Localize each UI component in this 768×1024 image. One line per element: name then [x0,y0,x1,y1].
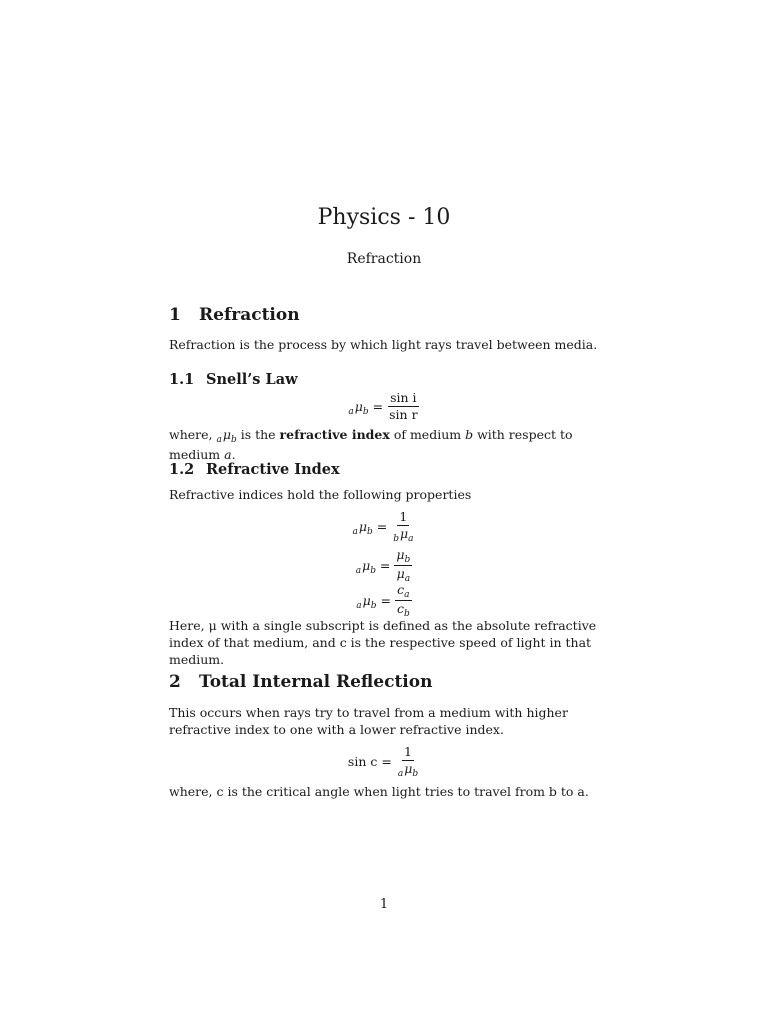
snells-law-explanation: where, $_a\mu_b$ is the refractive index of medium b with respect to medium a. [169,427,573,462]
subsection-title: Snell’s Law [206,371,298,388]
section-title: Total Internal Reflection [199,672,433,692]
section-number: 1 [169,305,181,325]
page-number: 1 [379,897,389,912]
absolute-index-equation: $_a\mu_b$ = $\frac{\mu_b}{\mu_a}$ [355,547,411,584]
subsection-number: 1.2 [169,461,195,478]
critical-angle-equation: sin c = $\frac{1}{_a\mu_b}$ [347,744,419,779]
refractive-index-intro: Refractive indices hold the following properties [169,487,472,502]
section-title: Refraction [199,305,300,325]
document-subtitle: Refraction [346,251,422,267]
document-title: Physics - 10 [317,205,451,230]
section-1-text: Refraction is the process by which light rays travel between media. [169,337,598,352]
fraction: $\frac{\text{sin i}}{\text{sin r}}$ [389,390,418,422]
subsection-title: Refractive Index [206,461,340,478]
critical-angle-explanation: where, c is the critical angle when light tries to travel from b to a. [169,784,589,799]
subsection-1-2-heading [169,461,340,478]
subsection-1-1-heading [169,371,298,388]
subsection-number: 1.1 [169,371,195,388]
section-2-heading [169,672,432,692]
speed-ratio-equation: $_a\mu_b$ = $\frac{c_a}{c_b}$ [356,582,410,619]
section-2-text: This occurs when rays try to travel from a medium with higher refractive index to one with a lower refractive index. [169,705,568,737]
reciprocal-equation: $_a\mu_b$ = $\frac{1}{_b\mu_a}$ [352,509,414,544]
refractive-index-explanation: Here, μ with a single subscript is defined as the absolute refractive index of that medium, and c is the respective speed of light in that medium. [169,618,597,667]
section-1-heading [169,305,300,325]
snells-law-equation: $_a\mu_b$ = $\frac{\text{sin i}}{\text{sin r}}$ [348,390,418,422]
section-number: 2 [169,672,181,692]
